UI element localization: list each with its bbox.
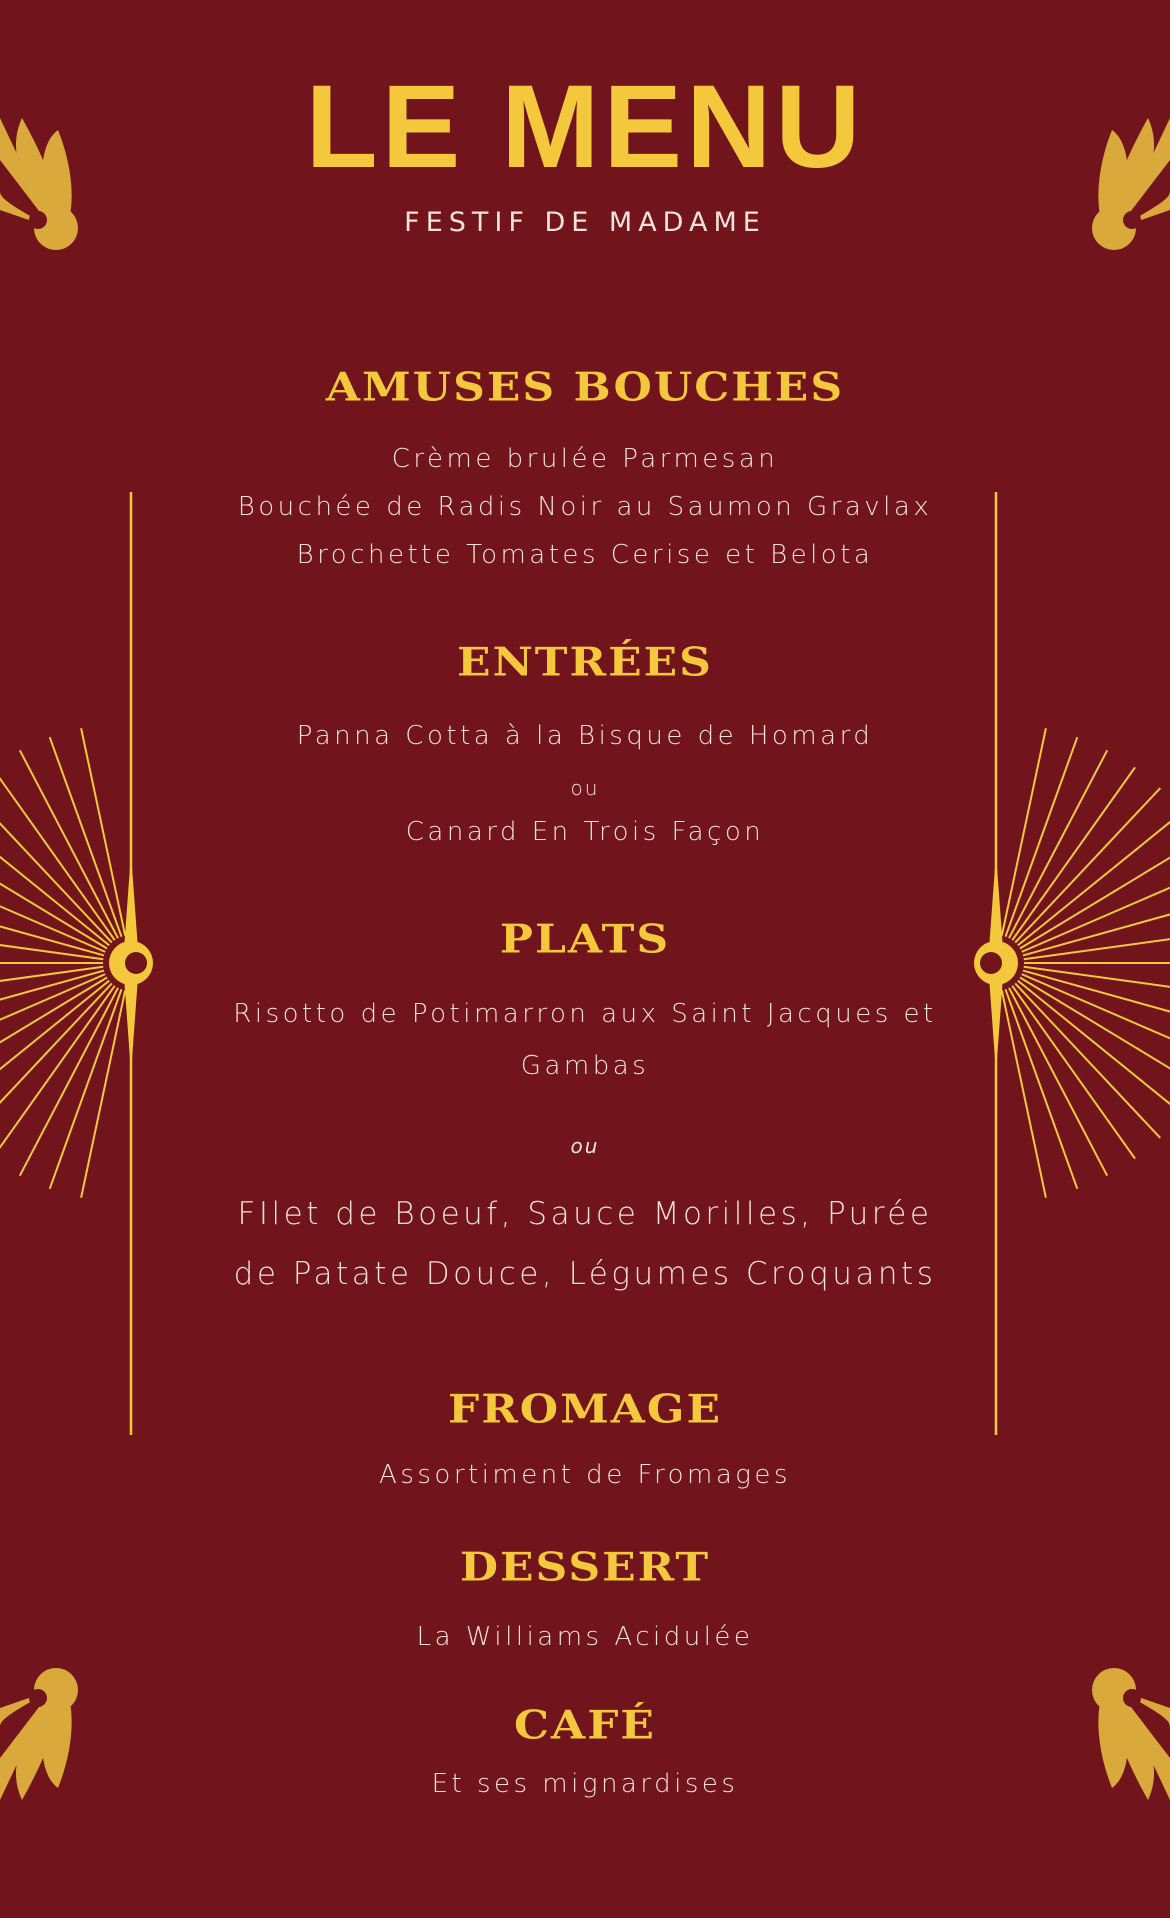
section-heading-fromage: FROMAGE: [447, 1386, 723, 1433]
section-heading-plats: PLATS: [499, 916, 671, 963]
menu-item: Et ses mignardises: [431, 1769, 739, 1799]
menu-item: Canard En Trois Façon: [405, 817, 765, 847]
menu-item: La Williams Acidulée: [416, 1622, 754, 1652]
menu-item: FIlet de Boeuf, Sauce Morilles, Purée: [237, 1196, 933, 1232]
menu-item: Gambas: [520, 1051, 650, 1081]
menu-item: Risotto de Potimarron aux Saint Jacques et: [233, 999, 937, 1029]
section-heading-dessert: DESSERT: [459, 1544, 711, 1591]
menu-item: Brochette Tomates Cerise et Belota: [296, 540, 874, 570]
menu-item: Panna Cotta à la Bisque de Homard: [296, 721, 874, 751]
section-heading-cafe: CAFÉ: [514, 1702, 656, 1749]
page-title: LE MENU: [305, 61, 865, 193]
section-heading-amuses-bouches: AMUSES BOUCHES: [325, 364, 845, 411]
menu-item: Assortiment de Fromages: [379, 1460, 791, 1490]
page-subtitle: FESTIF DE MADAME: [404, 207, 766, 238]
section-heading-entrees: ENTRÉES: [457, 639, 713, 686]
menu-item: de Patate Douce, Légumes Croquants: [233, 1256, 937, 1292]
menu-item: Bouchée de Radis Noir au Saumon Gravlax: [237, 492, 933, 522]
menu-item-separator: ou: [570, 1134, 600, 1158]
menu-item: Crème brulée Parmesan: [391, 444, 779, 474]
menu-item-separator: ou: [570, 776, 600, 800]
